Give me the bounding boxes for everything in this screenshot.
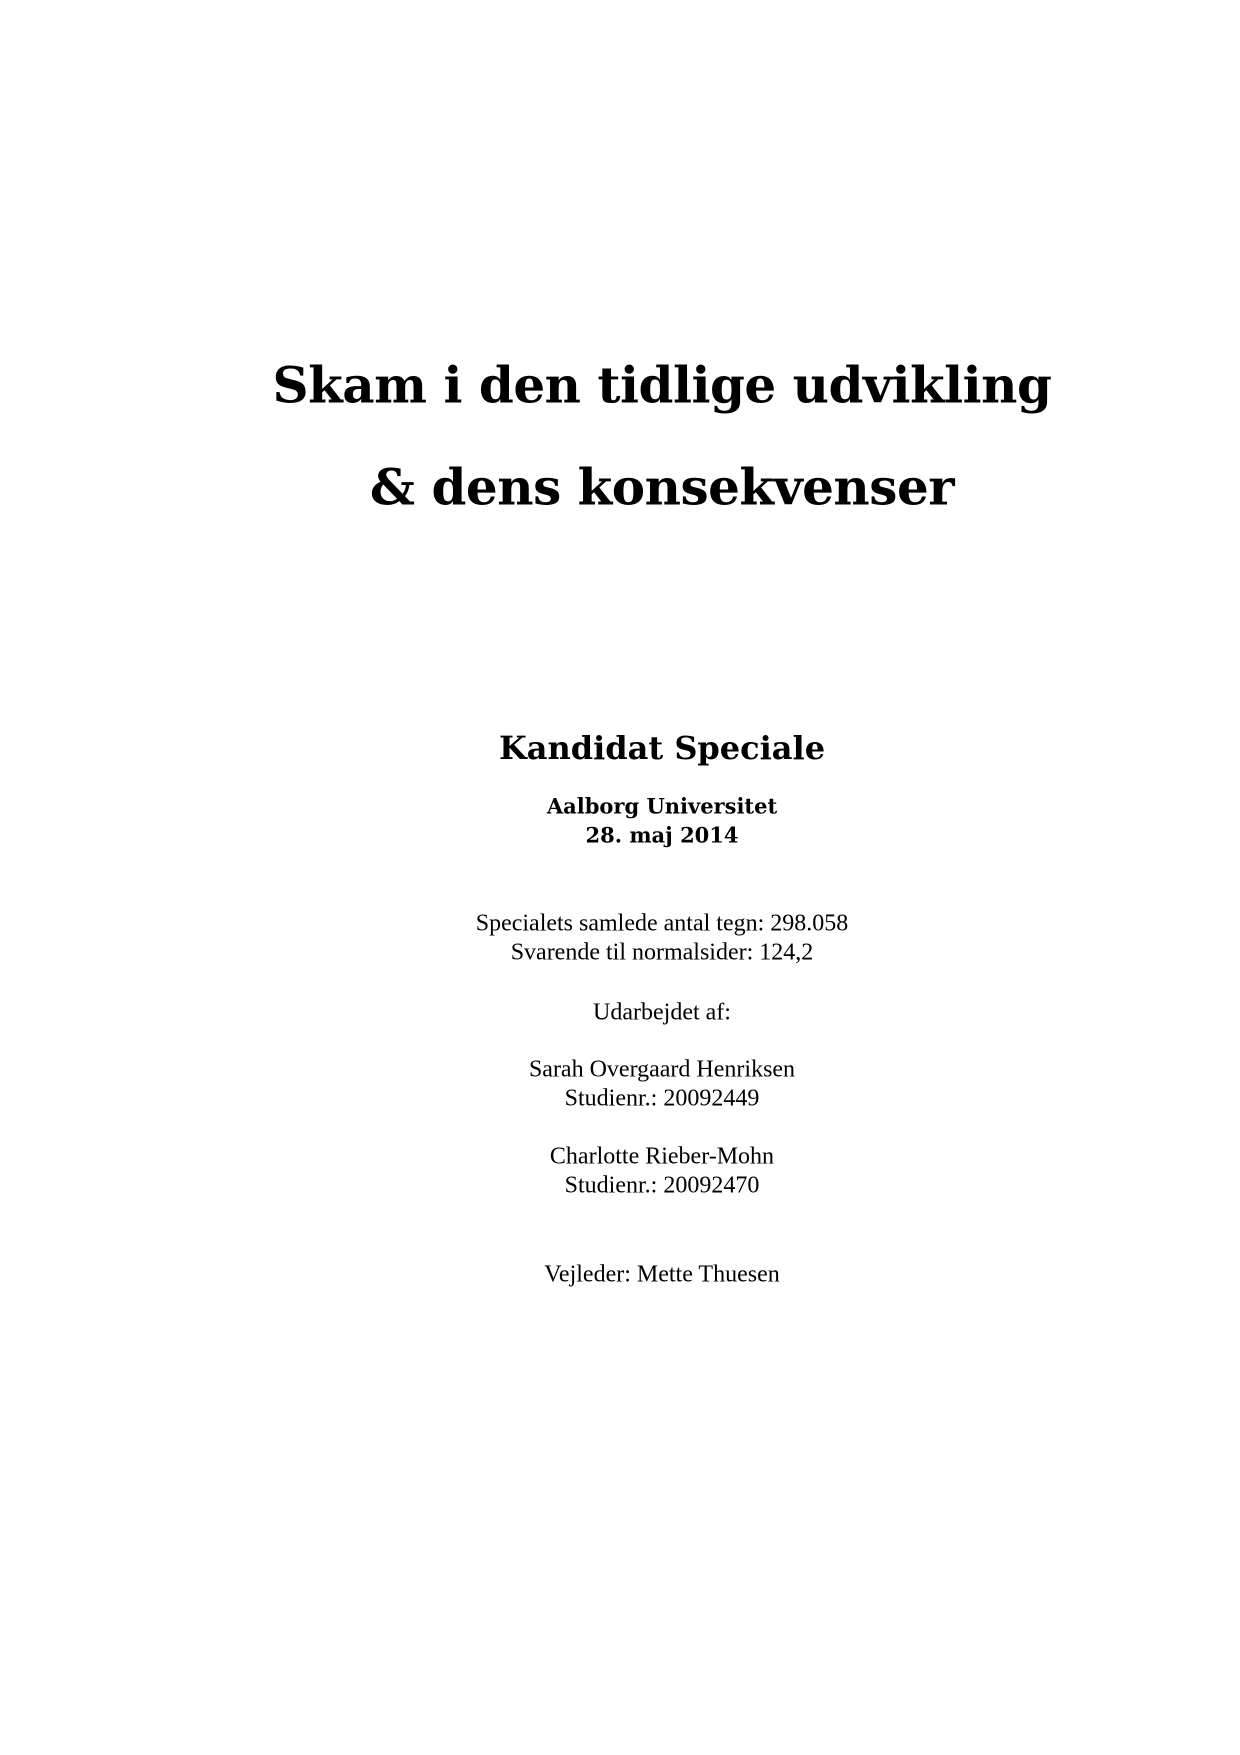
prepared-by-label: Udarbejdet af: <box>593 999 731 1026</box>
author-student-number: Studienr.: 20092470 <box>564 1172 760 1199</box>
author-name: Sarah Overgaard Henriksen <box>528 1056 796 1083</box>
title-line-1: Skam i den tidlige udvikling <box>272 355 1052 415</box>
institution: Aalborg Universitet <box>546 793 778 819</box>
author-name: Charlotte Rieber-Mohn <box>549 1143 775 1170</box>
date: 28. maj 2014 <box>585 822 739 848</box>
author-student-number: Studienr.: 20092449 <box>564 1085 760 1112</box>
character-count: Specialets samlede antal tegn: 298.058 <box>475 910 849 937</box>
subtitle: Kandidat Speciale <box>498 729 826 767</box>
supervisor: Vejleder: Mette Thuesen <box>544 1261 780 1288</box>
normal-pages: Svarende til normalsider: 124,2 <box>510 939 814 966</box>
title-line-2: & dens konsekvenser <box>369 457 955 517</box>
